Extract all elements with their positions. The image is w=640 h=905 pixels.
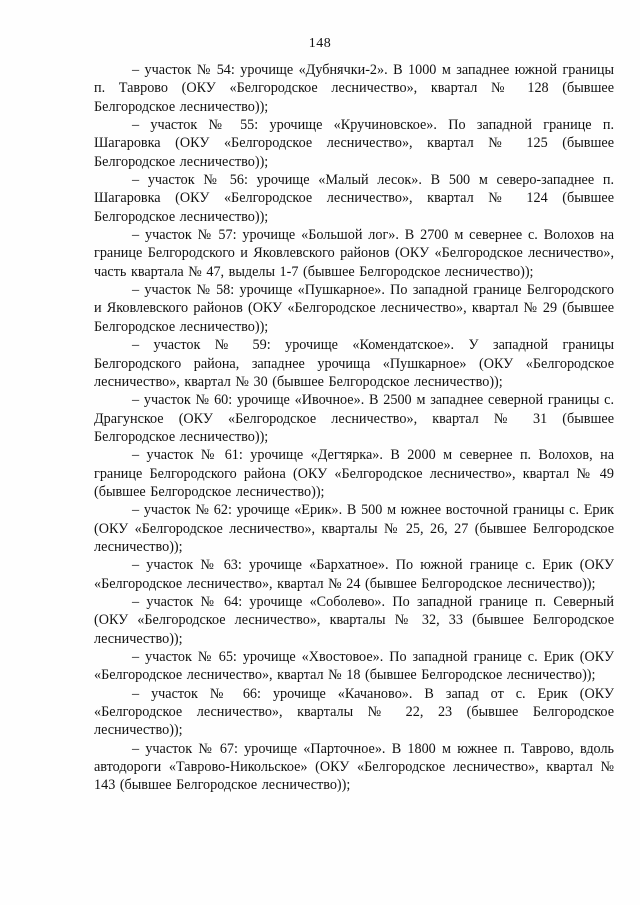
list-dash: – [132, 593, 140, 610]
list-item-66 [94, 685, 614, 740]
list-dash: – [132, 740, 140, 757]
list-item-61 [94, 446, 614, 501]
list-dash: – [132, 117, 140, 134]
list-item-text: участок № 62: урочище «Ерик». В 500 м южнее восточной границы с. Ерик (ОКУ «Белгородское лесничество», кварталы № 25, 26, 27 (бывшее Белгородское лесничество)); [94, 502, 614, 555]
list-item-55 [94, 116, 614, 171]
list-item-67 [94, 740, 614, 795]
list-item-text: участок № 61: урочище «Дегтярка». В 2000 м севернее п. Волохов, на границе Белгородского района (ОКУ «Белгородское лесничество», квартал № 49 (бывшее Белгородское лесничество)); [94, 447, 614, 500]
list-item-text: участок № 55: урочище «Кручиновское». По западной границе п. Шагаровка (ОКУ «Белгородское лесничество», квартал № 125 (бывшее Белгородское лесничество)); [94, 117, 614, 170]
list-dash: – [132, 62, 140, 78]
list-item-60 [94, 391, 614, 446]
list-item-63 [94, 556, 614, 593]
list-item-text: участок № 60: урочище «Ивочное». В 2500 м западнее северной границы с. Драгунское (ОКУ «Белгородское лесничество», квартал № 31 (бывшее Белгородское лесничество)); [94, 392, 614, 445]
list-dash: – [132, 172, 140, 189]
list-item-56 [94, 171, 614, 226]
list-dash: – [132, 649, 140, 665]
list-item-text: участок № 58: урочище «Пушкарное». По западной границе Белгородского и Яковлевского районов (ОКУ «Белгородское лесничество», квартал № 29 (бывшее Белгородское лесничество)); [94, 282, 614, 335]
list-item-64 [94, 593, 614, 648]
list-dash: – [132, 392, 140, 409]
list-item-text: участок № 65: урочище «Хвостовое». По западной границе с. Ерик (ОКУ «Белгородское лесничество», квартал № 18 (бывшее Белгородское лесничество)); [94, 649, 615, 684]
list-item-text: участок № 64: урочище «Соболево». По западной границе п. Северный (ОКУ «Белгородское лесничество», кварталы № 32, 33 (бывшее Белгородское лесничество)); [94, 593, 614, 647]
list-dash: – [132, 502, 140, 519]
list-dash: – [132, 557, 140, 574]
list-item-text: участок № 59: урочище «Комендатское». У западной границы Белгородского района, западнее урочища «Пушкарное» (ОКУ «Белгородское лесничество», квартал № 30 (бывшее Белгородское лесничество)); [94, 337, 614, 390]
list-item-text: участок № 63: урочище «Бархатное». По южной границе с. Ерик (ОКУ «Белгородское лесничество», квартал № 24 (бывшее Белгородское лесничество)); [94, 557, 614, 592]
list-dash: – [132, 282, 140, 299]
list-item-text: участок № 54: урочище «Дубнячки-2». В 1000 м западнее южной границы п. Таврово (ОКУ «Белгородское лесничество», квартал № 128 (бывшее Белгородское лесничество)); [94, 62, 615, 115]
list-dash: – [132, 447, 140, 464]
list-dash: – [132, 685, 140, 702]
list-dash: – [132, 227, 140, 244]
list-item-62 [94, 501, 614, 556]
list-dash: – [132, 337, 140, 354]
list-item-58 [94, 281, 614, 336]
page-number: 148 [308, 36, 332, 51]
list-item-54 [94, 61, 614, 116]
list-item-text: участок № 56: урочище «Малый лесок». В 500 м северо-западнее п. Шагаровка (ОКУ «Белгородское лесничество», квартал № 124 (бывшее Белгородское лесничество)); [94, 172, 615, 225]
list-item-65 [94, 648, 614, 685]
document-body [94, 61, 614, 795]
list-item-57 [94, 226, 614, 281]
list-item-text: участок № 67: урочище «Парточное». В 1800 м южнее п. Таврово, вдоль автодороги «Таврово-Никольское» (ОКУ «Белгородское лесничество», квартал № 143 (бывшее Белгородское лесничество)); [94, 740, 615, 794]
list-item-text: участок № 66: урочище «Качановo». В запад от с. Ерик (ОКУ «Белгородское лесничество», кварталы № 22, 23 (бывшее Белгородское лесничество)); [94, 685, 614, 739]
list-item-text: участок № 57: урочище «Большой лог». В 2700 м севернее с. Волохов на границе Белгородского и Яковлевского районов (ОКУ «Белгородское лесничество», часть квартала № 47, выделы 1-7 (бывшее Белгородское лесничество)); [94, 227, 615, 280]
list-item-59 [94, 336, 614, 391]
